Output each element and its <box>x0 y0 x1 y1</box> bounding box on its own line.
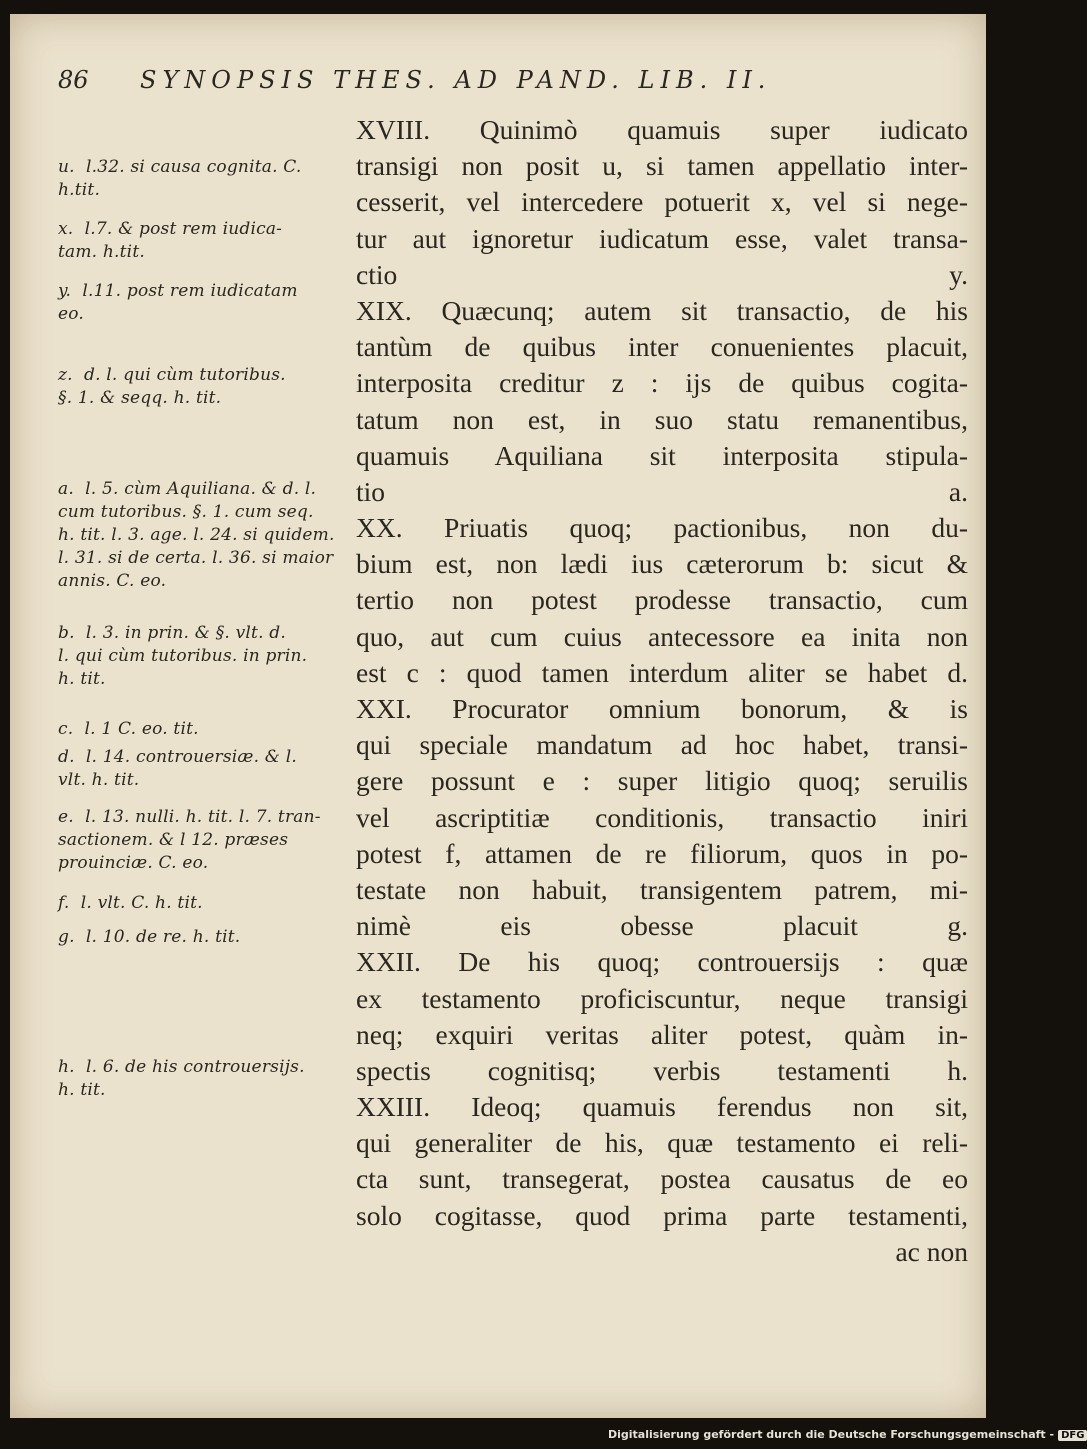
text-line: qui generaliter de his, quæ testamento ei reli- <box>356 1127 968 1159</box>
text-line: ctio y. <box>356 258 968 290</box>
margin-note-d: d. l. 14. controuersiæ. & l. vlt. h. tit. <box>58 747 297 790</box>
margin-note-g: g. l. 10. de re. h. tit. <box>58 927 241 947</box>
page-number: 86 <box>58 66 89 94</box>
text-line: XVIII. Quinimò quamuis super iudicato <box>356 114 968 145</box>
text-line: XXI. Procurator omnium bonorum, & is <box>356 693 968 724</box>
text-line: XXII. De his quoq; controuersijs : quæ <box>356 946 968 978</box>
text-line: XXIII. Ideoq; quamuis ferendus non sit, <box>356 1091 968 1123</box>
text-line: XIX. Quæcunq; autem sit transactio, de his <box>356 294 968 326</box>
text-line: spectis cognitisq; verbis testamenti h. <box>356 1054 968 1086</box>
text-line: tantùm de quibus inter conuenientes placuit, <box>356 331 968 363</box>
margin-note-x: x. l.7. & post rem iudica- tam. h.tit. <box>58 219 283 262</box>
text-line: testate non habuit, transigentem patrem, mi- <box>356 873 968 905</box>
margin-note-e: e. l. 13. nulli. h. tit. l. 7. tran- sactionem. & l 12. præses prouinciæ. C. eo. <box>58 807 321 873</box>
margin-note-b: b. l. 3. in prin. & §. vlt. d. l. qui cùm tutoribus. in prin. h. tit. <box>58 623 308 689</box>
text-line: ex testamento proficiscuntur, neque transigi <box>356 982 968 1014</box>
text-line: bium est, non lædi ius cæterorum b: sicut & <box>356 548 968 580</box>
text-line: potest f, attamen de re filiorum, quos in po- <box>356 837 968 869</box>
text-line: solo cogitasse, quod prima parte testamenti, <box>356 1199 968 1231</box>
text-line: tur aut ignoretur iudicatum esse, valet transa- <box>356 222 968 254</box>
book-page <box>10 14 986 1418</box>
margin-note-u: u. l.32. si causa cognita. C. h.tit. <box>58 157 302 200</box>
text-line: quamuis Aquiliana sit interposita stipula- <box>356 439 968 471</box>
digitization-credit <box>608 1428 1085 1444</box>
margin-note-h: h. l. 6. de his controuersijs. h. tit. <box>58 1057 305 1100</box>
text-line: neq; exquiri veritas aliter potest, quàm in- <box>356 1018 968 1050</box>
margin-note-f: f. l. vlt. C. h. tit. <box>58 893 203 913</box>
text-line: cta sunt, transegerat, postea causatus de eo <box>356 1163 968 1195</box>
text-line: tatum non est, in suo statu remanentibus, <box>356 403 968 435</box>
text-line: qui speciale mandatum ad hoc habet, transi- <box>356 729 968 761</box>
text-line: transigi non posit u, si tamen appellatio inter- <box>356 150 968 182</box>
main-text <box>356 112 968 1270</box>
text-line: est c : quod tamen interdum aliter se habet d. <box>356 656 968 688</box>
catchword: ac non <box>895 1235 968 1267</box>
dfg-logo: DFG <box>1058 1430 1087 1441</box>
text-line: interposita creditur z : ijs de quibus cogita- <box>356 367 968 399</box>
text-line: gere possunt e : super litigio quoq; seruilis <box>356 765 968 797</box>
text-line: vel ascriptitiæ conditionis, transactio iniri <box>356 801 968 833</box>
margin-note-a: a. l. 5. cùm Aquiliana. & d. l. cum tutoribus. §. 1. cum seq. h. tit. l. 3. age. l. 24. si quidem. l. 31. si de certa. l. 36. si maior annis. C. eo. <box>58 479 335 591</box>
text-line: nimè eis obesse placuit g. <box>356 910 968 942</box>
text-line: cesserit, vel intercedere potuerit x, vel si nege- <box>356 186 968 218</box>
running-title: SYNOPSIS THES. AD PAND. LIB. II. <box>140 66 772 94</box>
margin-note-c: c. l. 1 C. eo. tit. <box>58 719 199 739</box>
text-line: XX. Priuatis quoq; pactionibus, non du- <box>356 512 968 544</box>
running-head <box>10 66 986 106</box>
margin-note-z: z. d. l. qui cùm tutoribus. §. 1. & seqq. h. tit. <box>58 365 286 408</box>
credit-text: Digitalisierung gefördert durch die Deutsche Forschungsgemeinschaft - <box>608 1428 1055 1441</box>
margin-note-y: y. l.11. post rem iudicatam eo. <box>58 281 298 324</box>
text-line: quo, aut cum cuius antecessore ea inita non <box>356 620 968 652</box>
text-line: tertio non potest prodesse transactio, cum <box>356 584 968 616</box>
text-line: tio a. <box>356 475 968 507</box>
